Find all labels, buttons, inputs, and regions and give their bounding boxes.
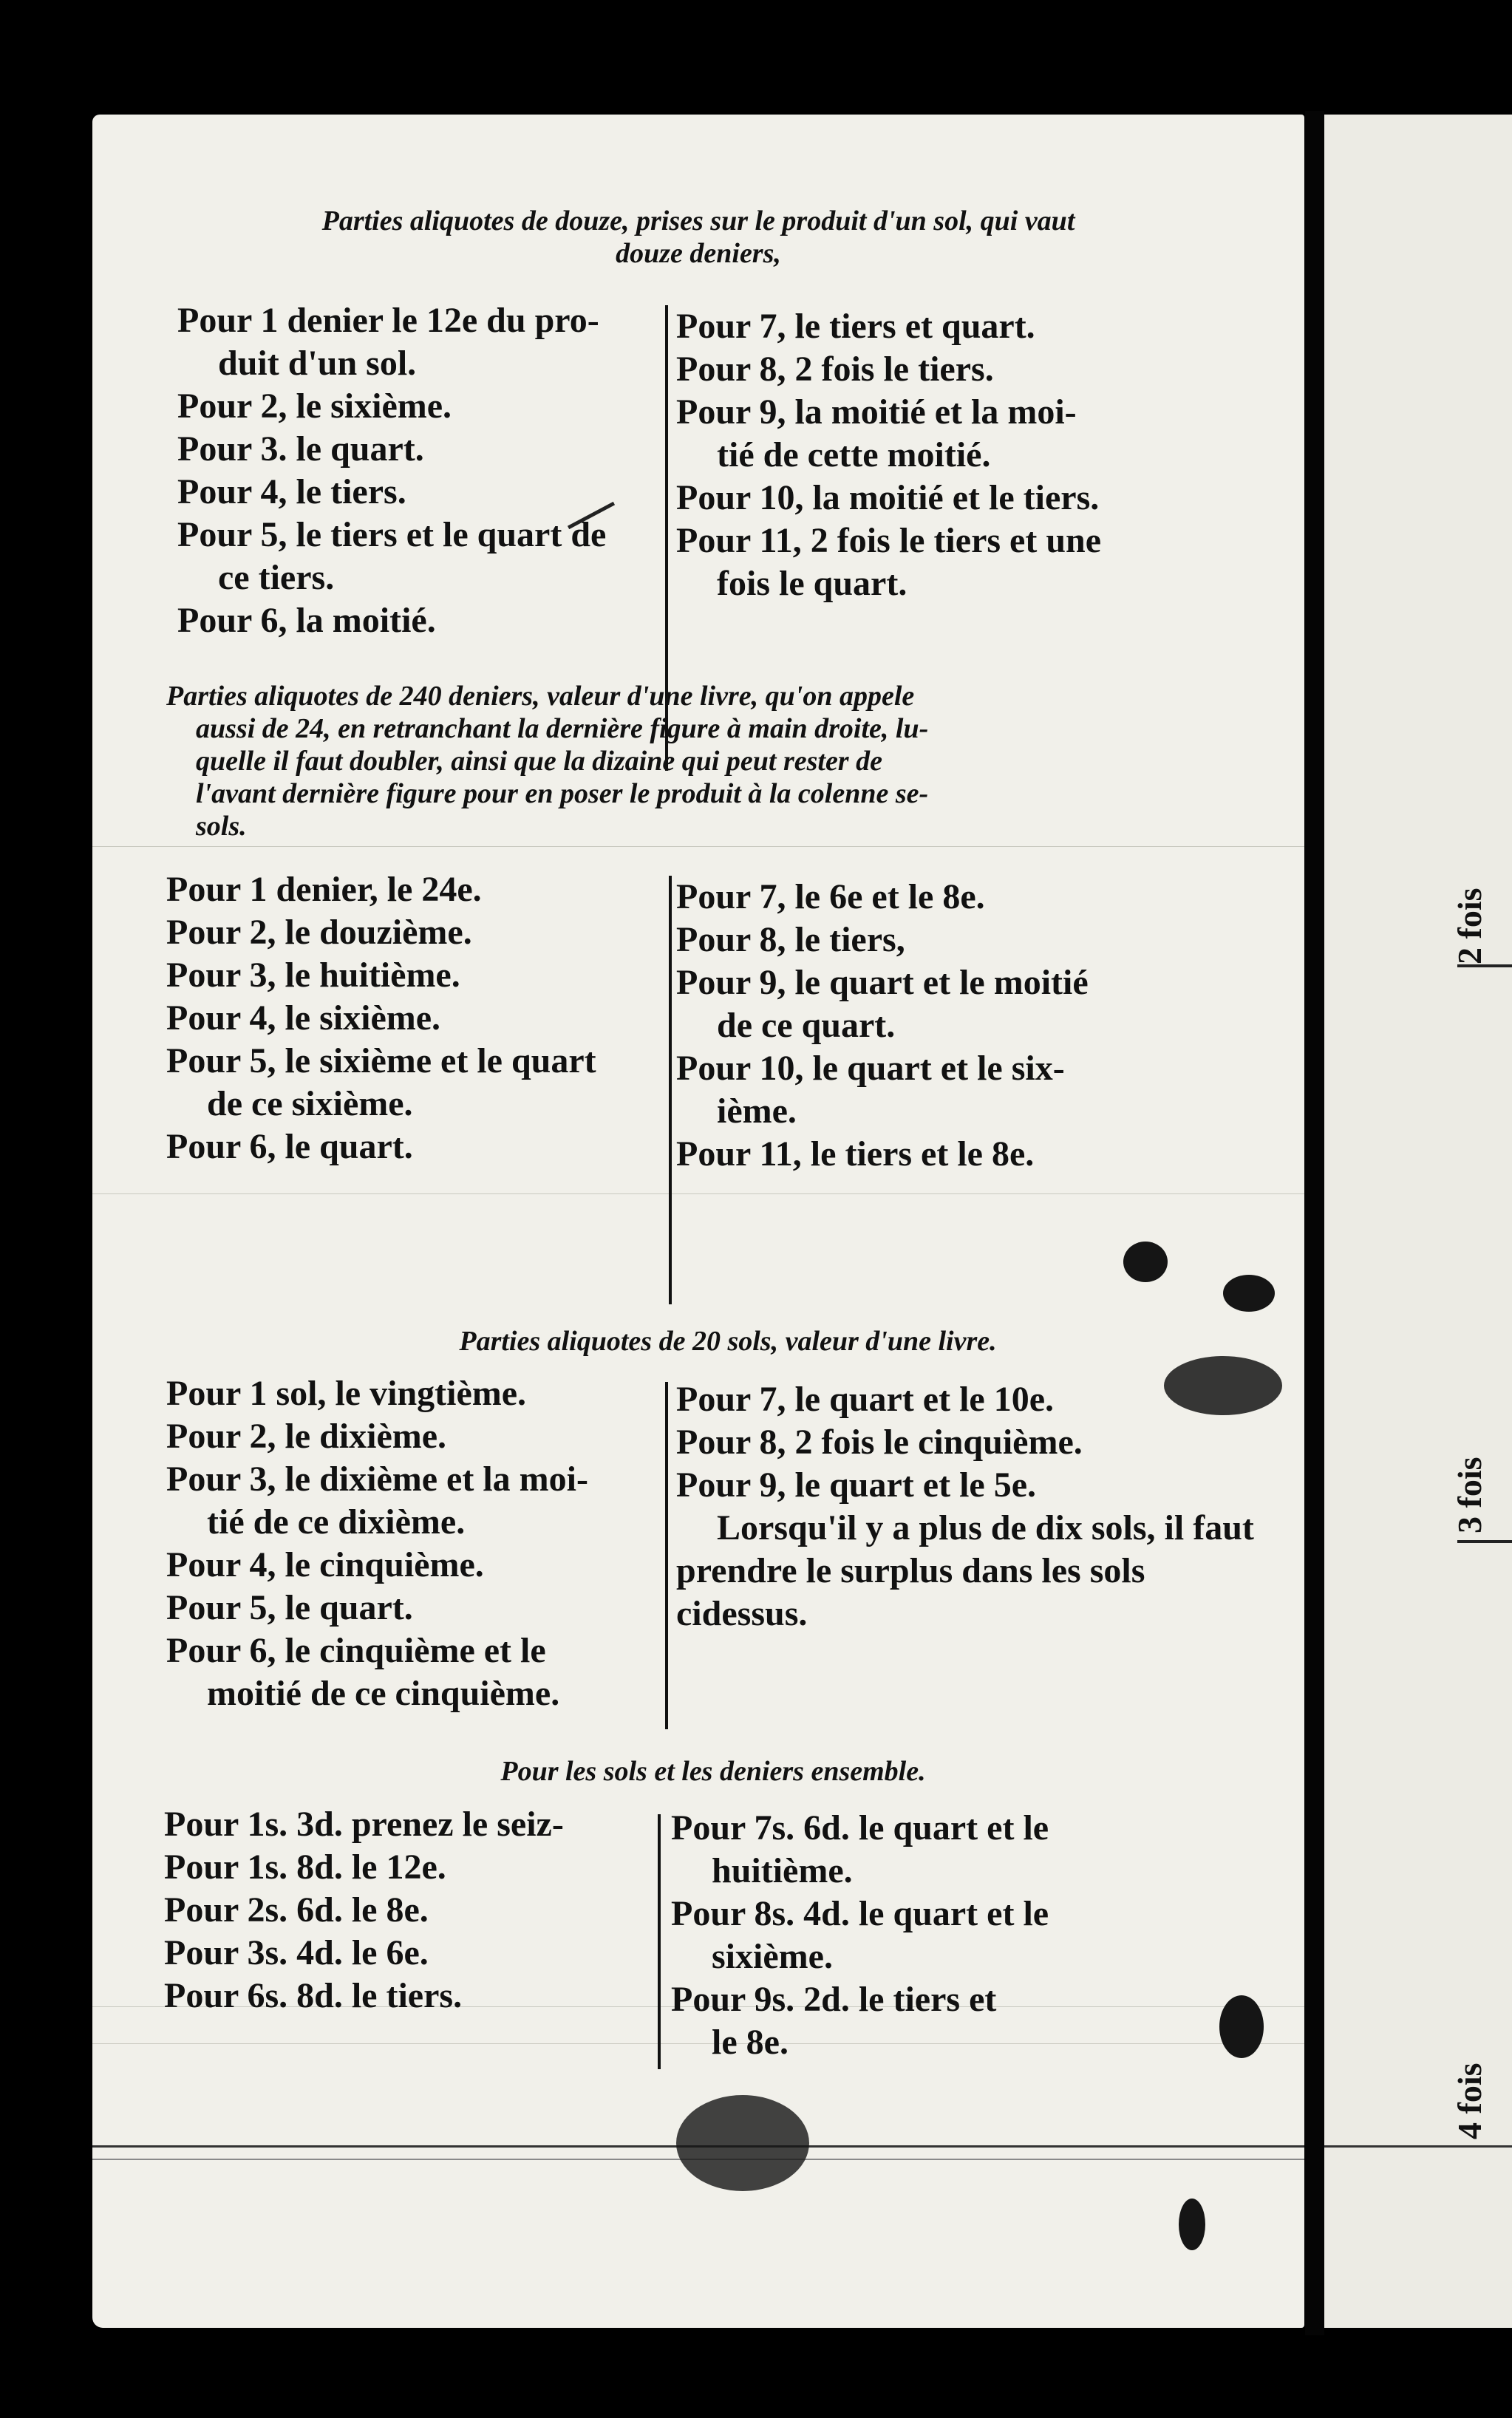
entry-line: Pour 7, le 6e et le 8e. [676, 877, 985, 916]
entry-line: Pour 1s. 3d. prenez le seiz- [164, 1805, 564, 1844]
entry-line: Pour 1 denier le 12e du pro- [177, 301, 599, 340]
entry-line: Pour 6, le cinquième et le [166, 1631, 546, 1670]
margin-note-3-fois: 3 fois [1451, 1457, 1488, 1533]
entry-line: Pour 3. le quart. [177, 429, 424, 469]
margin-note-4-fois: 4 fois [1451, 2063, 1488, 2139]
entry-line: Pour 5, le sixième et le quart [166, 1041, 596, 1080]
section2-title-line: l'avant dernière figure pour en poser le produit à la colenne se- [196, 778, 929, 809]
section3-left-column [166, 1372, 676, 1715]
entry-line: Pour 2s. 6d. le 8e. [164, 1890, 429, 1930]
page-gutter [1305, 111, 1324, 2335]
entry-line: huitième. [712, 1851, 853, 1890]
entry-line: Pour 8, 2 fois le tiers. [676, 350, 994, 389]
entry-line: tié de cette moitié. [717, 435, 991, 474]
margin-note-2-fois: 2 fois [1451, 888, 1488, 964]
section2-title-line: Parties aliquotes de 240 deniers, valeur d'une livre, qu'on appele [166, 681, 915, 712]
entry-line: Pour 2, le sixième. [177, 386, 452, 426]
entry-line: Pour 1 sol, le vingtième. [166, 1374, 527, 1413]
entry-line: Pour 5, le tiers et le quart de [177, 515, 607, 554]
section1-left-column [177, 299, 761, 642]
section4-right-column [671, 1807, 1262, 2064]
section4-left-column [164, 1803, 681, 2017]
ink-blot [1164, 1356, 1282, 1415]
entry-line: Pour 7, le tiers et quart. [676, 307, 1035, 346]
section4-title: Pour les sols et les deniers ensemble. [500, 1756, 926, 1787]
section3-note: Lorsqu'il y a plus de dix sols, il faut prendre le surplus dans les sols cidessus. [676, 1508, 1254, 1633]
entry-line: ce tiers. [218, 558, 335, 597]
entry-line: Pour 10, la moitié et le tiers. [676, 478, 1100, 517]
scan-line [92, 846, 1304, 847]
section2-title-line: quelle il faut doubler, ainsi que la dizaine qui peut rester de [196, 746, 882, 777]
entry-line: Pour 3s. 4d. le 6e. [164, 1933, 429, 1972]
section2-left-column [166, 868, 676, 1168]
entry-line: ième. [717, 1091, 797, 1131]
entry-line: Pour 3, le huitième. [166, 956, 460, 995]
section3-title: Parties aliquotes de 20 sols, valeur d'une livre. [459, 1326, 997, 1357]
entry-line: duit d'un sol. [218, 344, 417, 383]
entry-line: Pour 6s. 8d. le tiers. [164, 1976, 463, 2015]
entry-line: Pour 1 denier, le 24e. [166, 870, 482, 909]
entry-line: tié de ce dixième. [207, 1502, 466, 1542]
section2-title-line: sols. [196, 811, 247, 842]
entry-line: Pour 7, le quart et le 10e. [676, 1380, 1055, 1419]
entry-line: Pour 6, la moitié. [177, 601, 436, 640]
entry-line: Pour 9, le quart et le 5e. [676, 1465, 1037, 1505]
section1-right-column [676, 305, 1282, 605]
entry-line: le 8e. [712, 2023, 789, 2062]
column-divider [669, 876, 672, 1304]
ink-blot [676, 2095, 809, 2191]
entry-line: Pour 8, 2 fois le cinquième. [676, 1423, 1083, 1462]
section2-title [166, 680, 1260, 842]
entry-line: Pour 11, 2 fois le tiers et une [676, 521, 1102, 560]
section3-right-column [676, 1378, 1267, 1635]
entry-line: de ce quart. [717, 1006, 896, 1045]
scan-line [92, 1193, 1304, 1194]
entry-line: Pour 5, le quart. [166, 1588, 413, 1627]
entry-line: Pour 2, le douzième. [166, 913, 472, 952]
bottom-rule [1324, 2145, 1512, 2148]
entry-line: Pour 8s. 4d. le quart et le [671, 1894, 1049, 1933]
adjacent-page [1324, 115, 1512, 2328]
entry-line: Pour 4, le tiers. [177, 472, 406, 511]
tick-mark [1457, 964, 1512, 967]
ink-blot [1179, 2199, 1205, 2250]
column-divider [665, 1382, 668, 1729]
ink-blot [1223, 1275, 1275, 1312]
section1-title-line2: douze deniers, [616, 238, 781, 269]
entry-line: de ce sixième. [207, 1084, 413, 1123]
entry-line: fois le quart. [717, 564, 907, 603]
ink-blot [1219, 1995, 1264, 2058]
entry-line: Pour 9, le quart et le moitié [676, 963, 1089, 1002]
entry-line: moitié de ce cinquième. [207, 1674, 560, 1713]
entry-line: Pour 11, le tiers et le 8e. [676, 1134, 1035, 1174]
entry-line: Pour 8, le tiers, [676, 920, 905, 959]
section2-title-line: aussi de 24, en retranchant la dernière figure à main droite, lu- [196, 713, 929, 744]
tick-mark [1457, 1540, 1512, 1543]
book-page [92, 115, 1304, 2328]
entry-line: Pour 4, le sixième. [166, 998, 441, 1038]
entry-line: Pour 6, le quart. [166, 1127, 413, 1166]
entry-line: Pour 9, la moitié et la moi- [676, 392, 1077, 432]
entry-line: Pour 2, le dixième. [166, 1417, 447, 1456]
entry-line: Pour 4, le cinquième. [166, 1545, 484, 1584]
entry-line: Pour 10, le quart et le six- [676, 1049, 1065, 1088]
entry-line: Pour 9s. 2d. le tiers et [671, 1980, 997, 2019]
entry-line: Pour 1s. 8d. le 12e. [164, 1847, 446, 1887]
entry-line: Pour 7s. 6d. le quart et le [671, 1808, 1049, 1847]
section2-right-column [676, 876, 1282, 1176]
ink-blot [1123, 1242, 1168, 1282]
entry-line: Pour 3, le dixième et la moi- [166, 1460, 588, 1499]
column-divider [658, 1814, 661, 2069]
entry-line: sixième. [712, 1937, 833, 1976]
section1-title: Parties aliquotes de douze, prises sur le produit d'un sol, qui vaut [321, 205, 1075, 236]
